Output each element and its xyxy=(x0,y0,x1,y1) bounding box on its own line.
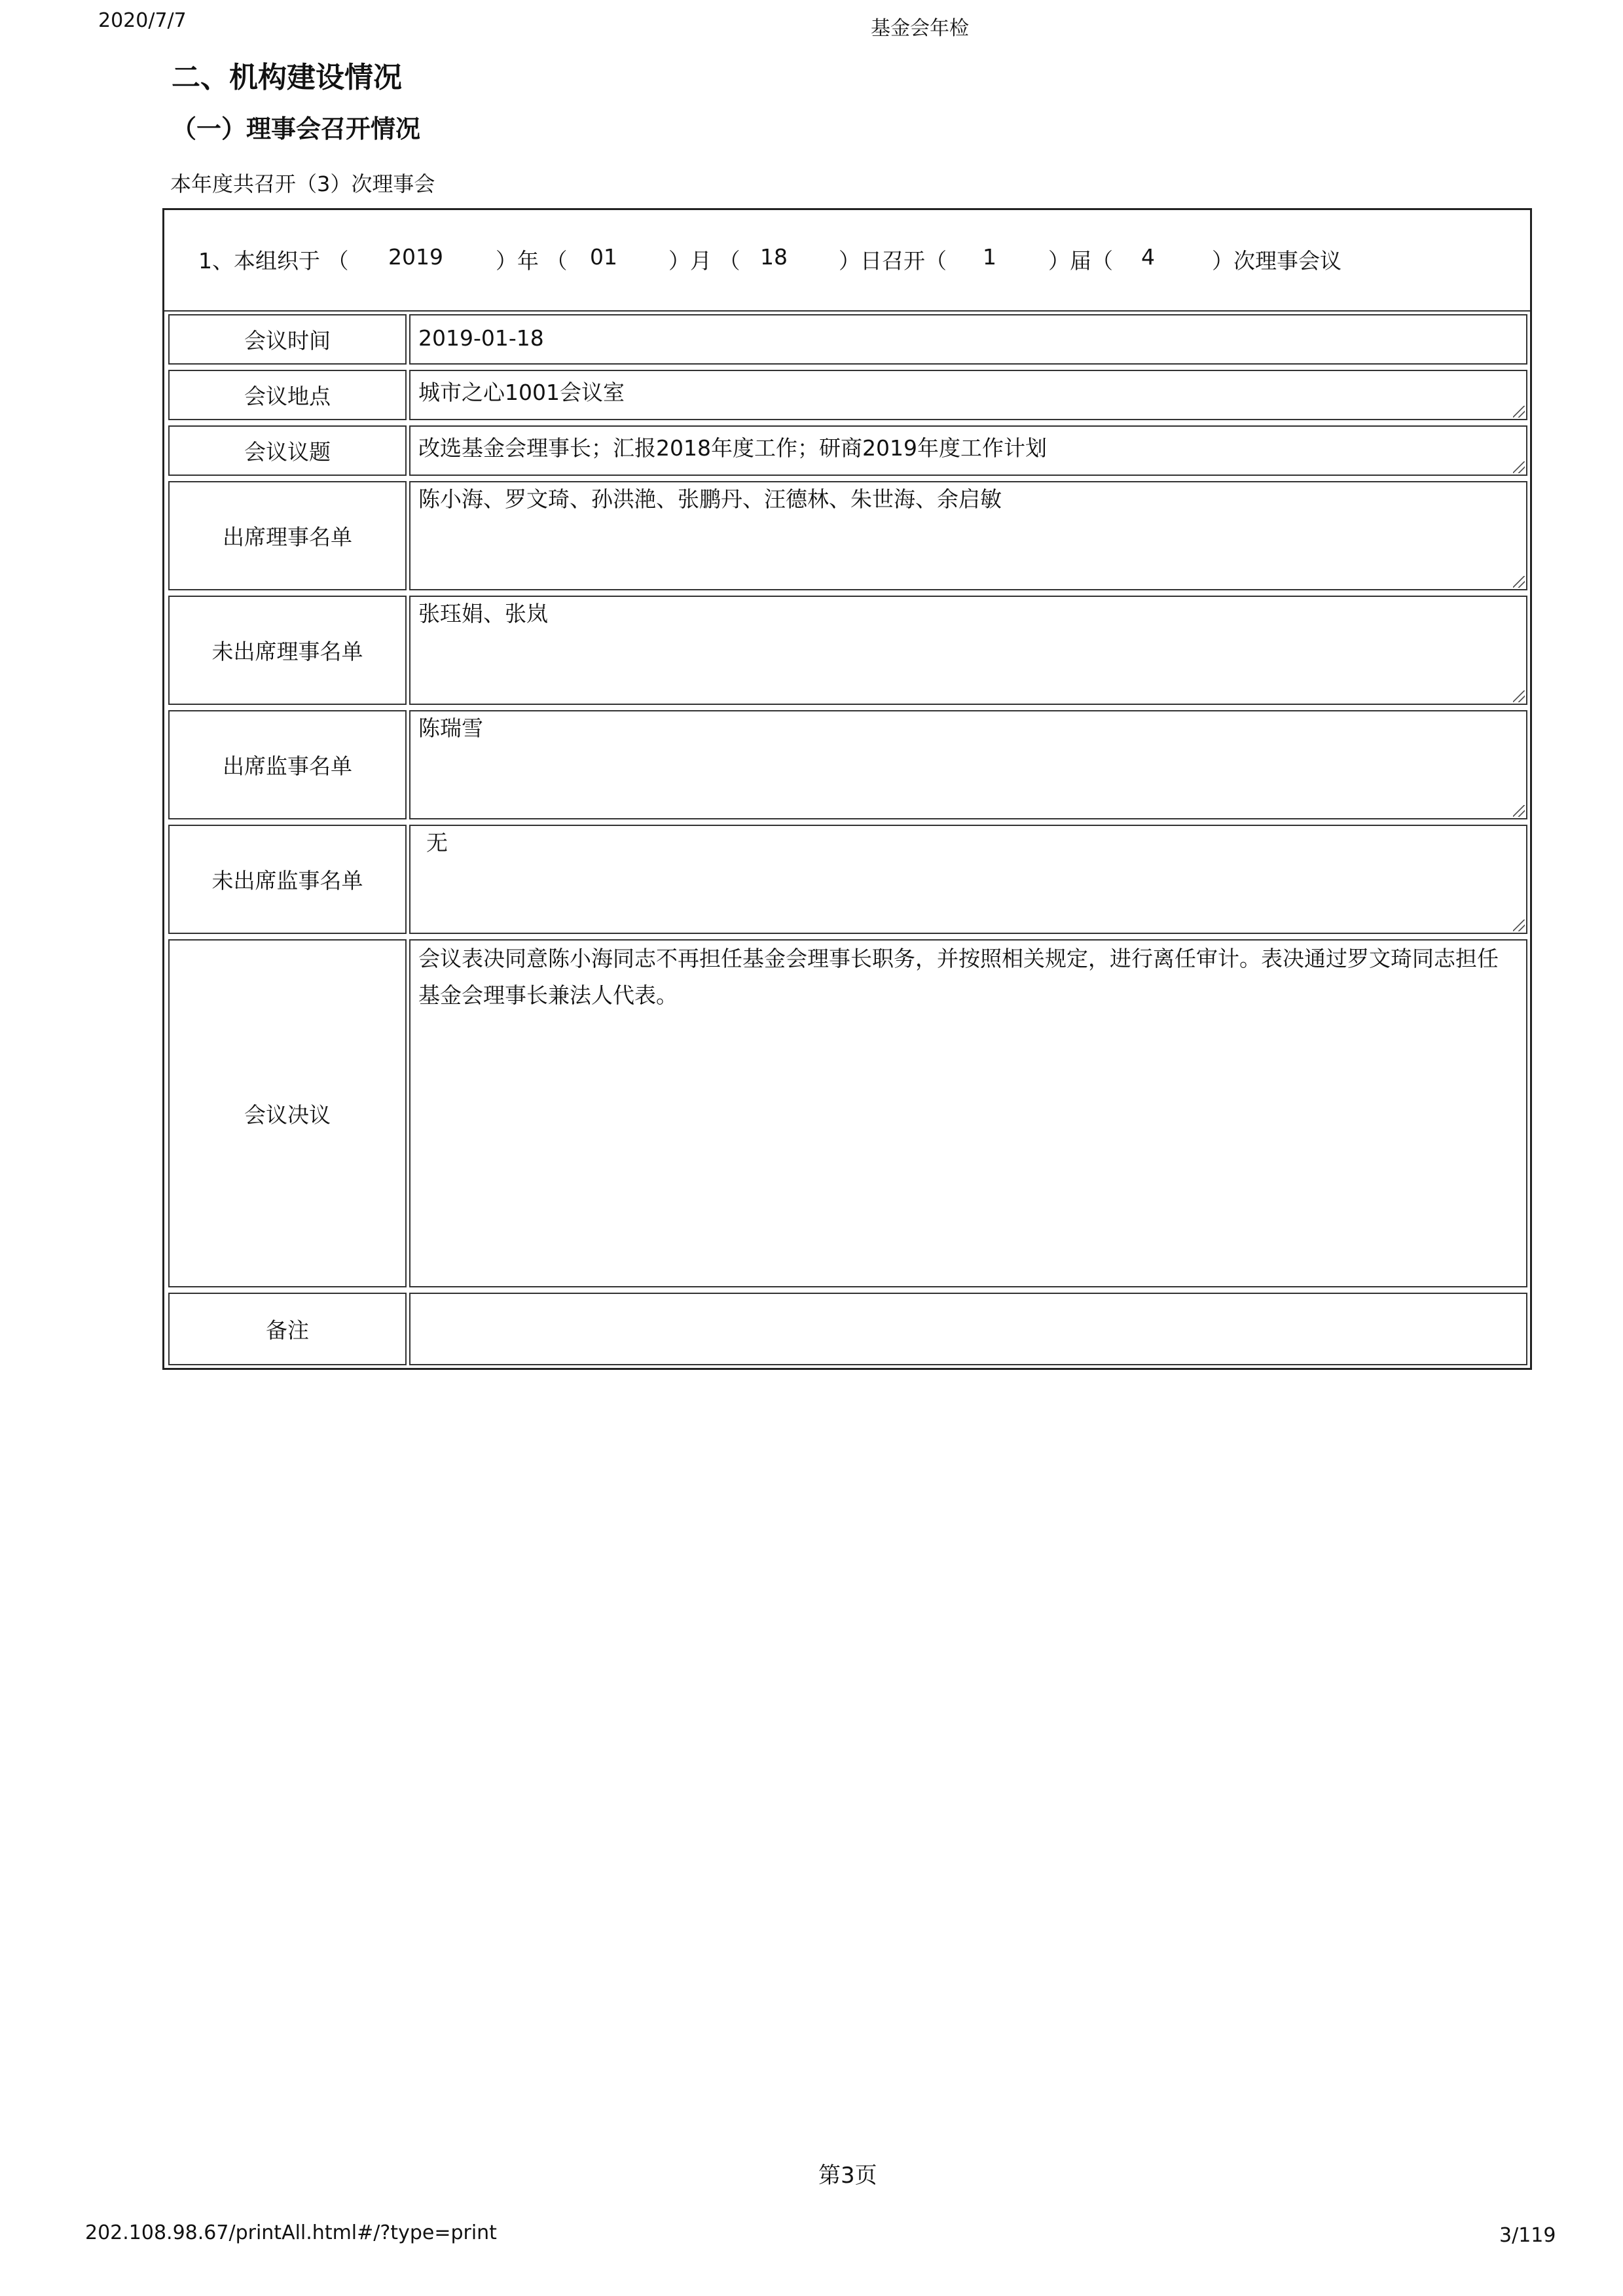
absent-directors-text: 张珏娟、张岚 xyxy=(418,601,548,626)
section-title: 二、机构建设情况 xyxy=(172,61,402,94)
intro-month: 01 xyxy=(590,244,617,270)
resize-grip-icon[interactable] xyxy=(1513,576,1525,588)
remarks-value xyxy=(409,1293,1527,1365)
row-meeting-resolution xyxy=(164,937,1530,1290)
row-absent-supervisors xyxy=(164,822,1530,937)
meeting-record-table xyxy=(162,208,1532,1370)
print-date: 2020/7/7 xyxy=(98,9,187,32)
meeting-location-text: 城市之心1001会议室 xyxy=(418,380,625,405)
meeting-location-value[interactable] xyxy=(409,370,1527,420)
attending-directors-value[interactable] xyxy=(409,481,1527,590)
row-attending-directors xyxy=(164,478,1530,593)
absent-supervisors-label: 未出席监事名单 xyxy=(168,825,407,934)
row-attending-supervisors xyxy=(164,708,1530,822)
meeting-time-label: 会议时间 xyxy=(168,314,407,365)
intro-prefix: 1、本组织于 （ xyxy=(198,248,349,274)
row-remarks xyxy=(164,1290,1530,1368)
intro-day-suffix: ）日召开（ xyxy=(839,248,947,274)
row-meeting-topic xyxy=(164,423,1530,478)
row-meeting-location xyxy=(164,367,1530,423)
page-number-label: 第3页 xyxy=(818,2162,877,2189)
intro-year-suffix: ）年 （ xyxy=(496,248,568,274)
absent-directors-label: 未出席理事名单 xyxy=(168,596,407,705)
remarks-label: 备注 xyxy=(168,1293,407,1365)
print-url: 202.108.98.67/printAll.html#/?type=print xyxy=(85,2221,497,2244)
meeting-resolution-value: 会议表决同意陈小海同志不再担任基金会理事长职务，并按照相关规定，进行离任审计。表决通过罗文琦同志担任基金会理事长兼法人代表。 xyxy=(409,939,1527,1287)
absent-directors-value[interactable] xyxy=(409,596,1527,705)
resize-grip-icon[interactable] xyxy=(1513,920,1525,931)
attending-directors-label: 出席理事名单 xyxy=(168,481,407,590)
meeting-time-value: 2019-01-18 xyxy=(409,314,1527,365)
attending-supervisors-label: 出席监事名单 xyxy=(168,710,407,819)
intro-day: 18 xyxy=(760,244,788,270)
resize-grip-icon[interactable] xyxy=(1513,406,1525,418)
meeting-location-label: 会议地点 xyxy=(168,370,407,420)
attending-supervisors-value[interactable] xyxy=(409,710,1527,819)
meeting-intro-row xyxy=(164,210,1530,312)
intro-year: 2019 xyxy=(388,244,443,270)
resize-grip-icon[interactable] xyxy=(1513,691,1525,702)
print-title: 基金会年检 xyxy=(871,17,969,40)
row-meeting-time xyxy=(164,312,1530,367)
resize-grip-icon[interactable] xyxy=(1513,805,1525,817)
meeting-resolution-label: 会议决议 xyxy=(168,939,407,1287)
row-absent-directors xyxy=(164,593,1530,708)
intro-number-suffix: ）次理事会议 xyxy=(1212,248,1341,274)
meeting-topic-value[interactable] xyxy=(409,425,1527,476)
attending-directors-text: 陈小海、罗文琦、孙洪滟、张鹏丹、汪德林、朱世海、余启敏 xyxy=(418,486,1002,512)
intro-session-suffix: ）届（ xyxy=(1048,248,1113,274)
meeting-topic-label: 会议议题 xyxy=(168,425,407,476)
intro-number: 4 xyxy=(1141,244,1155,270)
intro-month-suffix: ）月 （ xyxy=(668,248,740,274)
resize-grip-icon[interactable] xyxy=(1513,461,1525,473)
absent-supervisors-text: 无 xyxy=(426,830,448,855)
absent-supervisors-value[interactable] xyxy=(409,825,1527,934)
meeting-count-summary: 本年度共召开（3）次理事会 xyxy=(170,171,435,196)
section-subtitle: （一）理事会召开情况 xyxy=(172,115,421,143)
intro-session: 1 xyxy=(983,244,996,270)
attending-supervisors-text: 陈瑞雪 xyxy=(418,715,483,741)
meeting-topic-text: 改选基金会理事长；汇报2018年度工作；研商2019年度工作计划 xyxy=(418,435,1047,461)
print-page-count: 3/119 xyxy=(1499,2224,1556,2247)
